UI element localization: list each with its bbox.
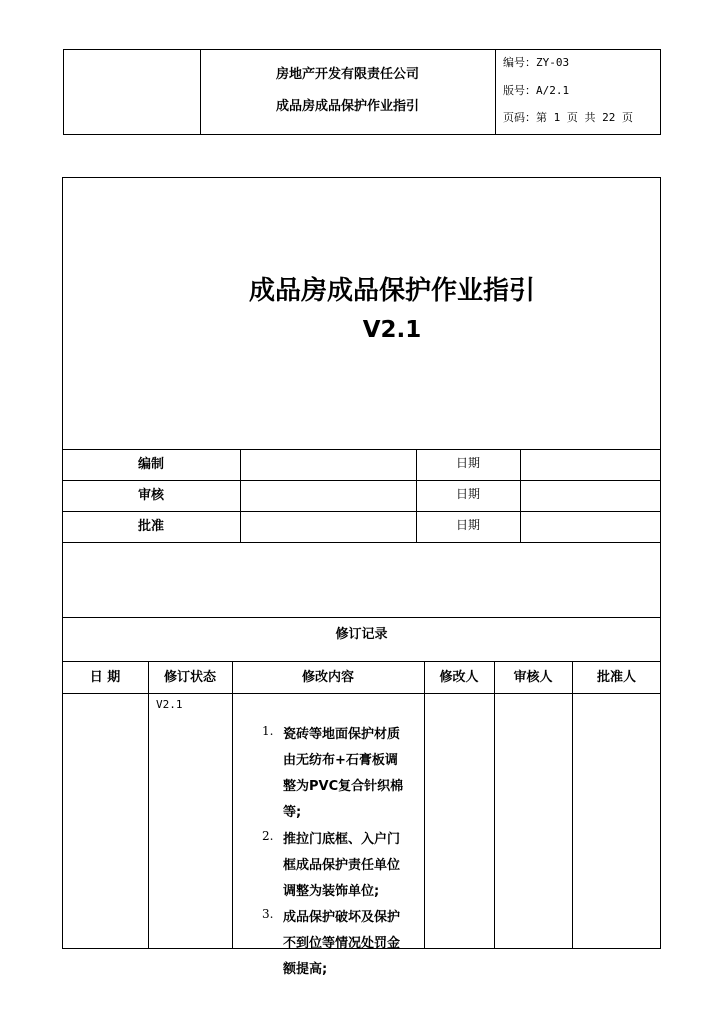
company-name: 房地产开发有限责任公司 <box>275 67 419 82</box>
col-date: 日 期 <box>89 670 121 685</box>
revision-status-value: V2.1 <box>156 698 183 711</box>
revision-item-line: 由无纺布+石膏板调 <box>283 753 398 768</box>
revision-item-number: 1. <box>262 724 274 738</box>
cover-version: V2.1 <box>362 317 422 343</box>
col-status: 修订状态 <box>163 670 216 685</box>
revision-item-line: 框成品保护责任单位 <box>283 858 401 873</box>
col-content: 修改内容 <box>301 670 354 685</box>
doc-page: 页码：第 1 页 共 22 页 <box>503 111 633 124</box>
header-doc-title: 成品房成品保护作业指引 <box>275 99 419 114</box>
revision-item-line: 瓷砖等地面保护材质 <box>283 727 401 742</box>
cover-title: 成品房成品保护作业指引 <box>248 276 535 306</box>
approval-role-prepare: 编制 <box>138 457 165 472</box>
revision-item-line: 成品保护破坏及保护 <box>283 910 401 925</box>
approval-role-review: 审核 <box>138 488 165 503</box>
col-modifier: 修改人 <box>439 670 479 685</box>
approval-date-label-review: 日期 <box>456 487 481 501</box>
revision-item-number: 2. <box>262 829 274 843</box>
revision-item-line: 整为PVC复合针织棉 <box>283 779 404 794</box>
revision-heading: 修订记录 <box>335 627 388 642</box>
revision-item-line: 推拉门底框、入户门 <box>283 832 401 847</box>
revision-item-number: 3. <box>262 907 274 921</box>
col-approver: 批准人 <box>596 670 636 685</box>
doc-version: 版号：A/2.1 <box>503 84 570 97</box>
revision-item-line: 等; <box>283 805 302 820</box>
approval-role-approve: 批准 <box>138 519 165 534</box>
approval-date-label-approve: 日期 <box>456 518 481 532</box>
col-reviewer: 审核人 <box>513 670 553 685</box>
revision-item-line: 不到位等情况处罚金 <box>283 936 401 951</box>
doc-code: 编号：ZY-03 <box>503 56 570 69</box>
approval-date-label-prepare: 日期 <box>456 456 481 470</box>
revision-item-line: 调整为装饰单位; <box>283 884 380 899</box>
revision-item-line: 额提高; <box>283 962 328 977</box>
